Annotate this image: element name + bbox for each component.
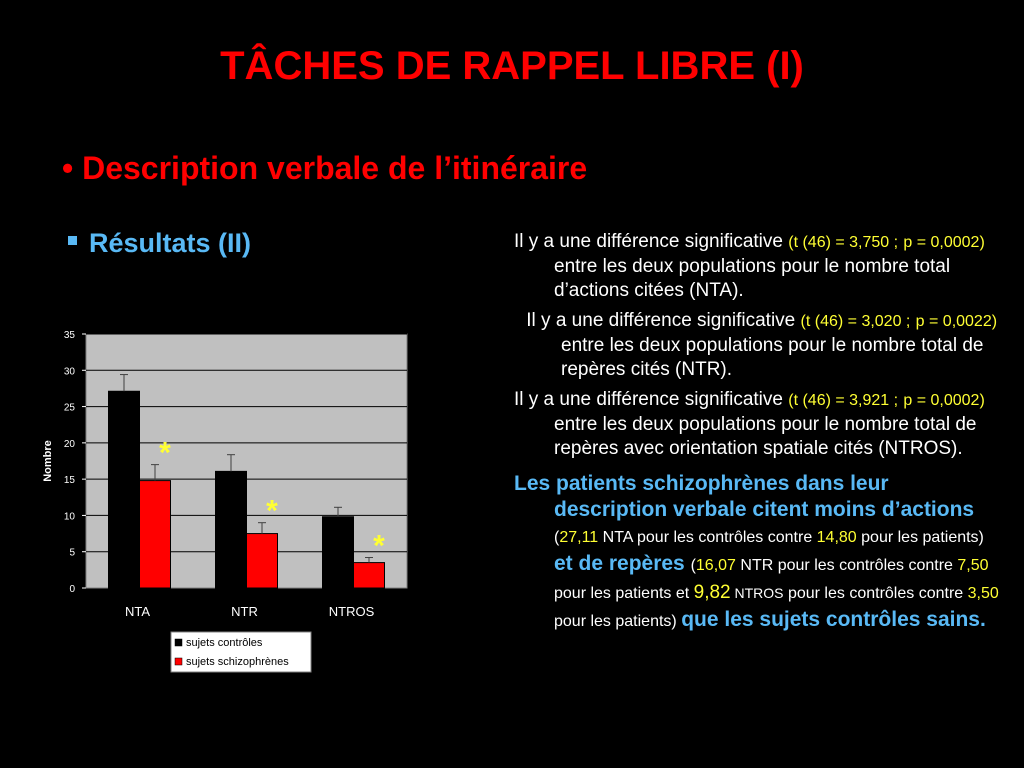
x-tick-label: NTROS [328, 604, 375, 619]
finding-ntr [514, 309, 1004, 382]
x-tick-label: NTA [124, 604, 151, 619]
bar-controls [216, 471, 247, 588]
conclusion-text: que les sujets contrôles sains. [681, 608, 986, 631]
finding-stat: (t (46) = 3,750 ; [788, 234, 899, 251]
finding-stat: (t (46) = 3,921 ; [788, 392, 899, 409]
bar-patients [354, 563, 385, 588]
finding-text: entre les deux populations pour le nombre total de repères cités (NTR). [561, 335, 984, 380]
finding-stat: p = 0,0002) [903, 392, 985, 409]
legend-swatch [175, 658, 182, 665]
y-tick-label: 0 [69, 584, 75, 595]
y-axis-label: Nombre [42, 440, 54, 482]
conclusion-value: 3,50 [967, 585, 999, 602]
conclusion-text: et de repères [554, 552, 691, 575]
y-tick-label: 35 [63, 330, 75, 341]
legend-swatch [175, 639, 182, 646]
y-tick-label: 25 [63, 402, 75, 414]
bar-controls [323, 517, 354, 588]
finding-text: Il y a une différence significative [526, 310, 801, 331]
findings-panel [514, 230, 1004, 641]
conclusion-value: 9,82 [693, 582, 731, 603]
significance-marker: * [159, 436, 171, 470]
bar-controls [109, 391, 140, 588]
finding-text: Il y a une différence significative [514, 231, 789, 252]
bullet-results [68, 228, 251, 259]
conclusion-text: pour les contrôles contre [783, 585, 968, 602]
conclusion-text: NTROS [730, 585, 784, 601]
finding-nta [514, 230, 1004, 303]
x-tick-label: NTR [231, 604, 258, 619]
finding-text: Il y a une différence significative [514, 389, 789, 410]
y-tick-label: 5 [69, 547, 75, 559]
finding-stat: (t (46) = 3,020 ; [800, 313, 911, 330]
legend-entry: sujets schizophrènes [186, 656, 289, 668]
conclusion [514, 471, 1004, 635]
conclusion-value: 7,50 [957, 557, 989, 574]
finding-text: entre les deux populations pour le nombre total d’actions citées (NTA). [554, 256, 951, 301]
significance-marker: * [266, 494, 278, 528]
conclusion-text: pour les patients et [554, 585, 694, 602]
finding-ntros [514, 388, 1004, 461]
bullet-description: • Description verbale de l’itinéraire [62, 150, 588, 186]
bar-chart [0, 320, 470, 680]
conclusion-text: pour les patients) [554, 613, 682, 630]
conclusion-text: ( [554, 529, 560, 546]
y-tick-label: 10 [63, 511, 75, 523]
significance-marker: * [373, 529, 385, 563]
bar-patients [140, 481, 171, 588]
finding-stat: p = 0,0022) [915, 313, 998, 330]
slide-title: TÂCHES DE RAPPEL LIBRE (I) [220, 44, 804, 88]
finding-stat: p = 0,0002) [903, 234, 985, 251]
conclusion-text: NTR pour les contrôles contre [735, 557, 958, 574]
conclusion-value: 27,11 [559, 529, 599, 546]
conclusion-text: Les patients schizophrènes dans leur description verbale citent moins d’actions [514, 472, 975, 521]
conclusion-text: NTA pour les contrôles contre [598, 529, 817, 546]
bar-patients [247, 534, 278, 588]
conclusion-text: pour les patients) [856, 529, 984, 546]
y-tick-label: 30 [63, 366, 75, 378]
square-bullet-icon [68, 236, 77, 245]
y-tick-label: 20 [63, 438, 75, 450]
finding-text: entre les deux populations pour le nombre total de repères avec orientation spatiale cités (NTROS). [554, 414, 977, 459]
bullet-results-label: Résultats (II) [89, 228, 252, 258]
conclusion-value: 14,80 [816, 529, 857, 546]
bar-chart-svg [0, 320, 470, 680]
y-tick-label: 15 [63, 475, 75, 487]
conclusion-text: ( [690, 557, 696, 574]
legend-entry: sujets contrôles [186, 637, 263, 649]
conclusion-value: 16,07 [695, 557, 736, 574]
